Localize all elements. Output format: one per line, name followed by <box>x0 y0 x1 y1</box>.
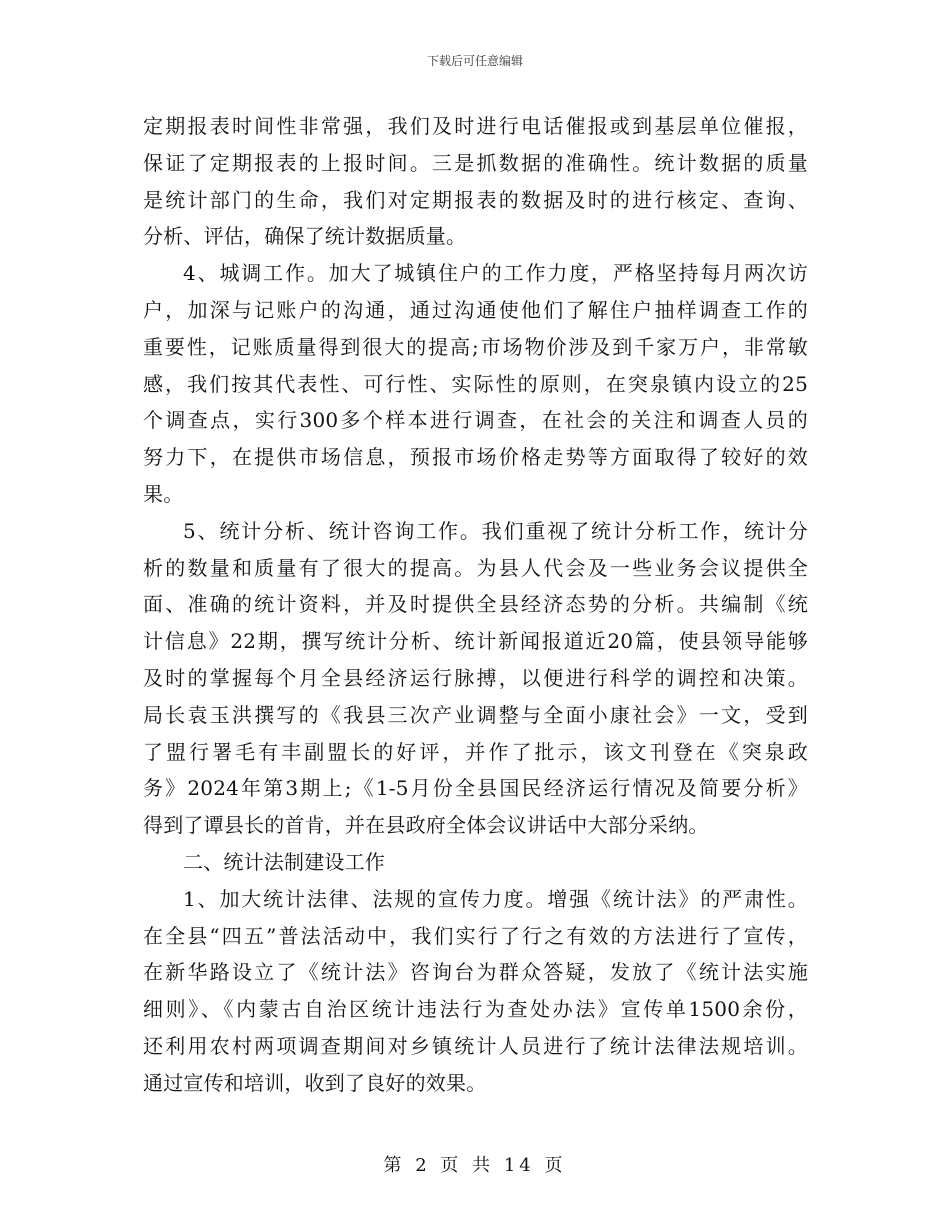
text-line: 及时的掌握每个月全县经济运行脉搏，以便进行科学的调控和决策。 <box>143 665 808 690</box>
text-line: 果。 <box>143 481 184 506</box>
text-line: 了盟行署毛有丰副盟长的好评，并作了批示，该文刊登在《突泉政 <box>143 739 808 764</box>
text-line: 5、统计分析、统计咨询工作。我们重视了统计分析工作，统计分 <box>183 518 808 543</box>
text-line: 在全县“四五”普法活动中，我们实行了行之有效的方法进行了宣传， <box>143 923 808 948</box>
text-line: 面、准确的统计资料，并及时提供全县经济态势的分析。共编制《统 <box>143 592 808 617</box>
text-line: 通过宣传和培训，收到了良好的效果。 <box>143 1070 487 1095</box>
text-line: 努力下，在提供市场信息，预报市场价格走势等方面取得了较好的效 <box>143 445 808 470</box>
section-heading: 二、统计法制建设工作 <box>183 849 385 874</box>
text-line: 务》2024年第3期上;《1-5月份全县国民经济运行情况及简要分析》 <box>143 776 808 801</box>
text-line: 局长袁玉洪撰写的《我县三次产业调整与全面小康社会》一文，受到 <box>143 702 808 727</box>
text-line: 户，加深与记账户的沟通，通过沟通使他们了解住户抽样调查工作的 <box>143 297 808 322</box>
document-body <box>143 108 808 1102</box>
text-line: 个调查点，实行300多个样本进行调查，在社会的关注和调查人员的 <box>143 408 808 433</box>
text-line: 分析、评估，确保了统计数据质量。 <box>143 224 467 249</box>
text-line: 重要性，记账质量得到很大的提高;市场物价涉及到千家万户，非常敏 <box>143 334 808 359</box>
text-line: 细则》、《内蒙古自治区统计违法行为查处办法》宣传单1500余份， <box>143 997 808 1022</box>
page-header: 下载后可任意编辑 <box>426 54 523 68</box>
text-line: 析的数量和质量有了很大的提高。为县人代会及一些业务会议提供全 <box>143 555 808 580</box>
text-line: 是统计部门的生命，我们对定期报表的数据及时的进行核定、查询、 <box>143 187 808 212</box>
text-line: 计信息》22期，撰写统计分析、统计新闻报道近20篇，使县领导能够 <box>143 629 808 654</box>
text-line: 1、加大统计法律、法规的宣传力度。增强《统计法》的严肃性。 <box>183 886 808 911</box>
text-line: 定期报表时间性非常强，我们及时进行电话催报或到基层单位催报， <box>143 114 808 138</box>
text-line: 4、城调工作。加大了城镇住户的工作力度，严格坚持每月两次访 <box>183 261 808 286</box>
text-line: 感，我们按其代表性、可行性、实际性的原则，在突泉镇内设立的25 <box>143 371 808 396</box>
text-line: 得到了谭县长的首肯，并在县政府全体会议讲话中大部分采纳。 <box>143 813 709 838</box>
page-number: 第 2 页 共 14 页 <box>383 1155 567 1176</box>
text-line: 在新华路设立了《统计法》咨询台为群众答疑，发放了《统计法实施 <box>143 960 808 985</box>
text-line: 还利用农村两项调查期间对乡镇统计人员进行了统计法律法规培训。 <box>143 1033 808 1058</box>
text-line: 保证了定期报表的上报时间。三是抓数据的准确性。统计数据的质量 <box>143 150 808 175</box>
